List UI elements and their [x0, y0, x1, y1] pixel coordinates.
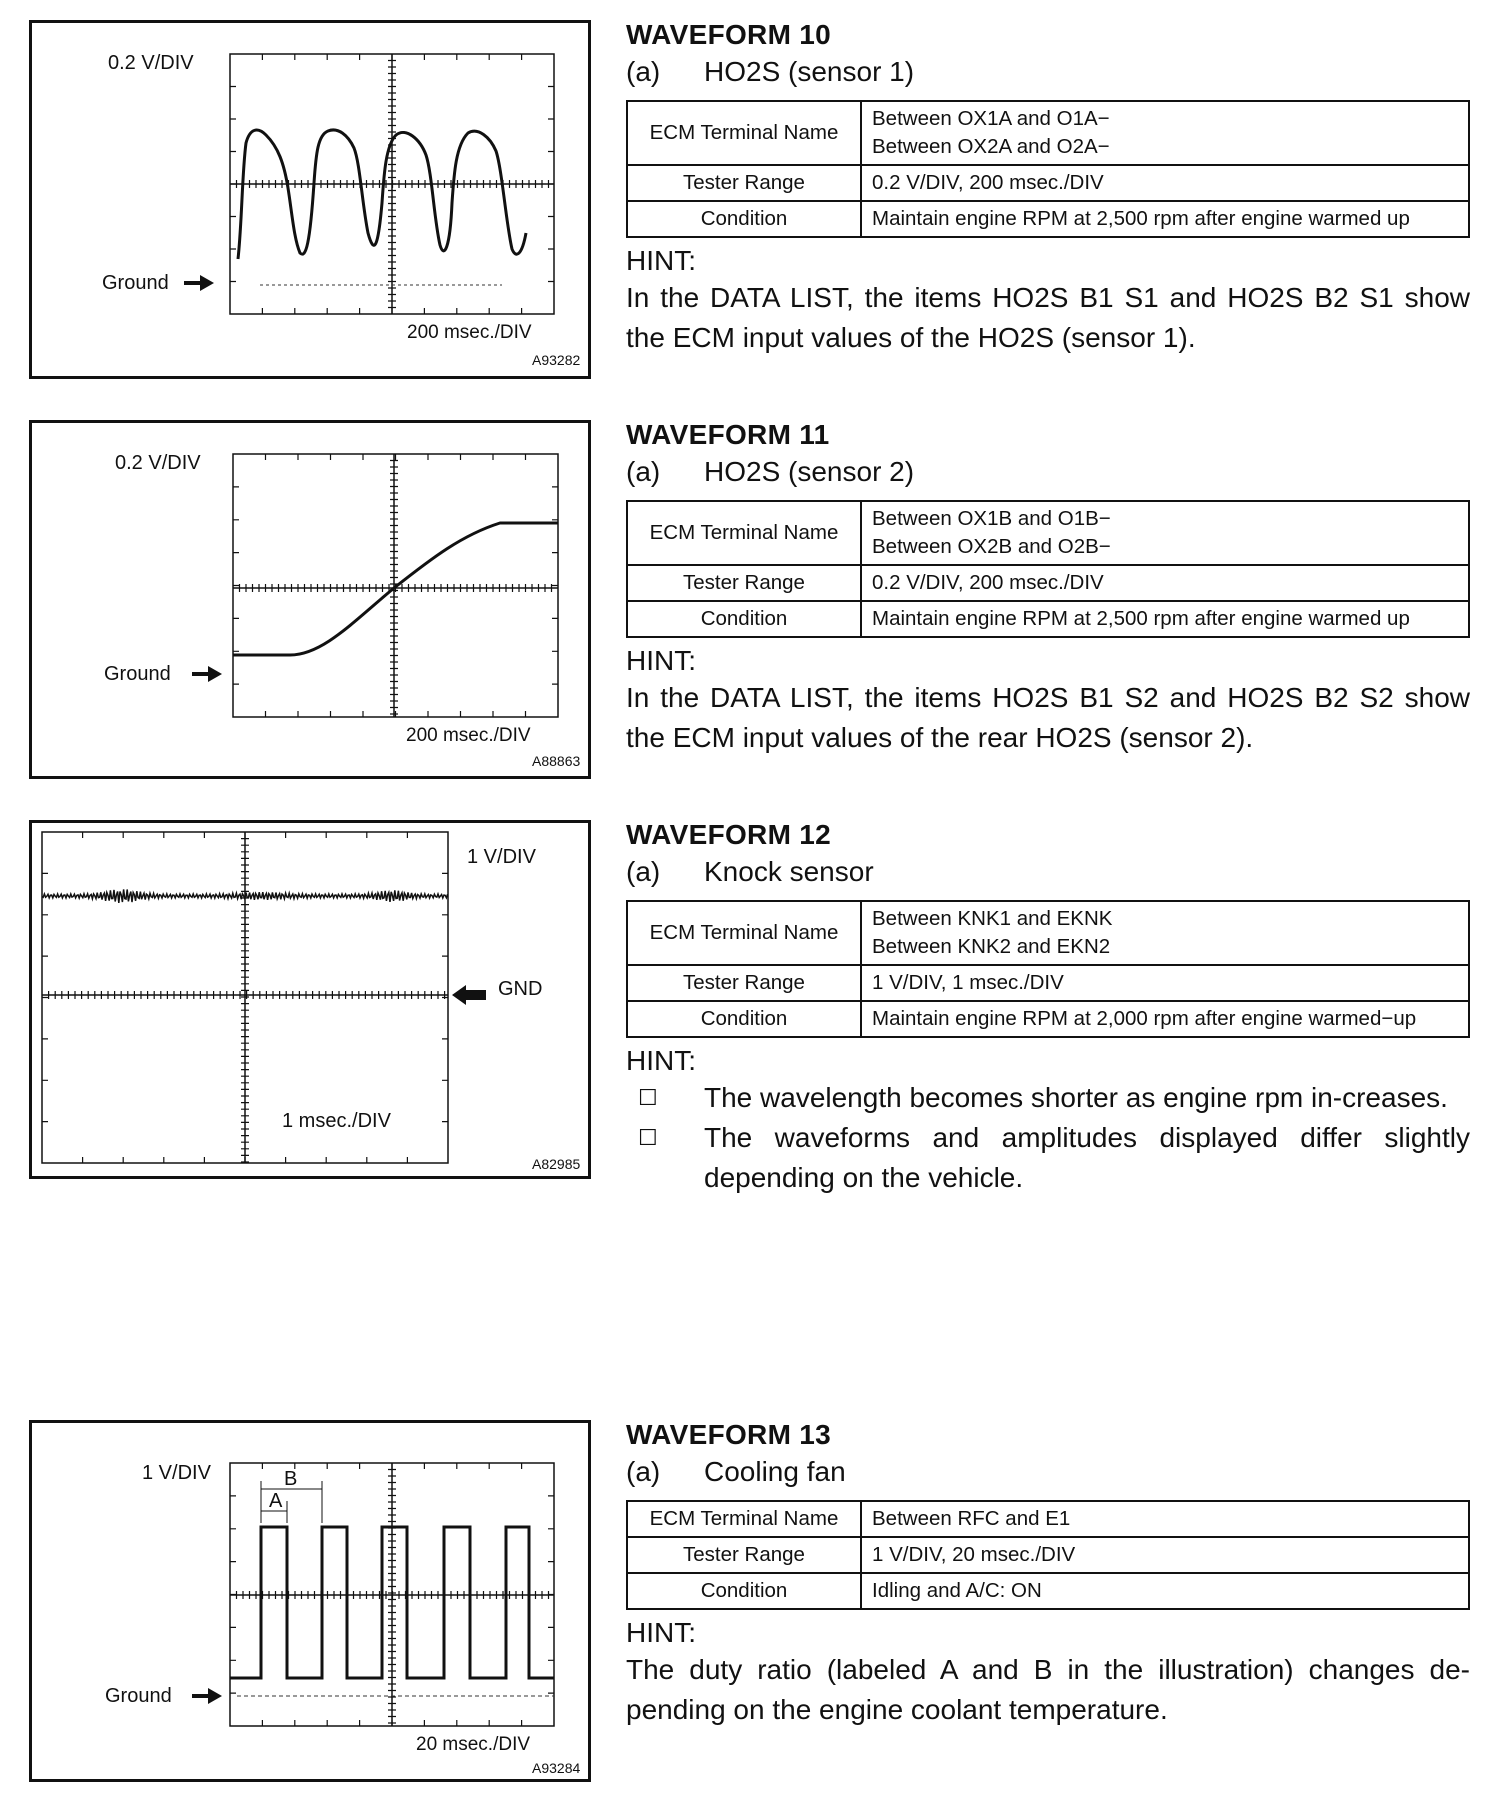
terminal-key: ECM Terminal Name — [627, 1501, 861, 1537]
section-title: WAVEFORM 12 — [626, 819, 832, 850]
ground-label: Ground — [102, 272, 169, 294]
waveform-13-section — [626, 1418, 1470, 1730]
terminal-key: ECM Terminal Name — [627, 901, 861, 965]
condition-key: Condition — [627, 201, 861, 237]
waveform-10-figure — [29, 20, 591, 379]
waveform-11-section — [626, 418, 1470, 758]
vdiv-label: 0.2 V/DIV — [108, 52, 194, 74]
ground-label: Ground — [105, 1685, 172, 1707]
waveform-12-figure — [29, 820, 591, 1179]
range-value: 1 V/DIV, 1 msec./DIV — [861, 965, 1469, 1001]
spec-table — [626, 900, 1470, 1038]
vdiv-label: 1 V/DIV — [467, 846, 536, 868]
hint-bullet: ☐ The waveforms and amplitudes displayed differ slightly depending on the vehicle. — [626, 1118, 1470, 1198]
terminal-value: Between OX1A and O1A− Between OX2A and O2A− — [861, 101, 1469, 165]
ground-arrow-icon — [192, 1688, 222, 1704]
condition-key: Condition — [627, 1573, 861, 1609]
ground-arrow-icon — [192, 666, 222, 682]
condition-value: Maintain engine RPM at 2,500 rpm after engine warmed up — [861, 201, 1469, 237]
time-div-label: 20 msec./DIV — [416, 1734, 531, 1755]
gnd-label: GND — [498, 978, 543, 1000]
condition-key: Condition — [627, 1001, 861, 1037]
section-subtitle: (a) Cooling fan — [626, 1456, 846, 1487]
range-key: Tester Range — [627, 965, 861, 1001]
waveform-10-scope — [32, 23, 588, 376]
figure-code: A88863 — [532, 753, 581, 769]
section-subtitle: (a) HO2S (sensor 2) — [626, 456, 915, 487]
range-value: 1 V/DIV, 20 msec./DIV — [861, 1537, 1469, 1573]
waveform-12-section — [626, 818, 1470, 1198]
vdiv-label: 1 V/DIV — [142, 1462, 211, 1484]
figure-code: A93282 — [532, 352, 581, 368]
range-key: Tester Range — [627, 1537, 861, 1573]
terminal-value: Between OX1B and O1B− Between OX2B and O2B− — [861, 501, 1469, 565]
section-title: WAVEFORM 13 — [626, 1419, 832, 1450]
condition-key: Condition — [627, 601, 861, 637]
waveform-13-scope — [32, 1423, 588, 1779]
terminal-value: Between RFC and E1 — [861, 1501, 1469, 1537]
hint-label: HINT: — [626, 645, 696, 676]
duty-label-a: A — [269, 1490, 283, 1512]
waveform-11-scope — [32, 423, 588, 776]
waveform-12-scope — [32, 823, 588, 1176]
spec-table — [626, 500, 1470, 638]
hint-label: HINT: — [626, 1045, 696, 1076]
vdiv-label: 0.2 V/DIV — [115, 452, 201, 474]
spec-table — [626, 100, 1470, 238]
range-value: 0.2 V/DIV, 200 msec./DIV — [861, 565, 1469, 601]
condition-value: Maintain engine RPM at 2,500 rpm after engine warmed up — [861, 601, 1469, 637]
terminal-key: ECM Terminal Name — [627, 501, 861, 565]
spec-table — [626, 1500, 1470, 1610]
hint-bullet: ☐ The wavelength becomes shorter as engine rpm in-creases. — [626, 1078, 1470, 1118]
time-div-label: 1 msec./DIV — [282, 1110, 391, 1132]
condition-value: Maintain engine RPM at 2,000 rpm after engine warmed−up — [861, 1001, 1469, 1037]
waveform-10-section — [626, 18, 1470, 358]
terminal-key: ECM Terminal Name — [627, 101, 861, 165]
figure-code: A93284 — [532, 1760, 581, 1776]
waveform-11-figure — [29, 420, 591, 779]
hint-label: HINT: — [626, 1617, 696, 1648]
time-div-label: 200 msec./DIV — [406, 725, 531, 746]
figure-code: A82985 — [532, 1156, 581, 1172]
checkbox-icon: ☐ — [638, 1085, 658, 1110]
terminal-value: Between KNK1 and EKNK Between KNK2 and EKN2 — [861, 901, 1469, 965]
condition-value: Idling and A/C: ON — [861, 1573, 1469, 1609]
ground-arrow-icon — [184, 275, 214, 291]
hint-text: In the DATA LIST, the items HO2S B1 S1 and HO2S B2 S1 show the ECM input values of the HO2S (sensor 1). — [626, 282, 1470, 353]
gnd-arrow-icon — [452, 985, 486, 1005]
hint-text: The duty ratio (labeled A and B in the illustration) changes de-pending on the engine coolant temperature. — [626, 1654, 1470, 1725]
range-value: 0.2 V/DIV, 200 msec./DIV — [861, 165, 1469, 201]
ground-label: Ground — [104, 663, 171, 685]
section-title: WAVEFORM 11 — [626, 419, 830, 450]
waveform-13-figure — [29, 1420, 591, 1782]
section-title: WAVEFORM 10 — [626, 19, 832, 50]
hint-text: In the DATA LIST, the items HO2S B1 S2 and HO2S B2 S2 show the ECM input values of the rear HO2S (sensor 2). — [626, 682, 1470, 753]
hint-label: HINT: — [626, 245, 696, 276]
section-subtitle: (a) Knock sensor — [626, 856, 874, 887]
section-subtitle: (a) HO2S (sensor 1) — [626, 56, 915, 87]
duty-label-b: B — [284, 1468, 298, 1490]
checkbox-icon: ☐ — [638, 1125, 658, 1150]
range-key: Tester Range — [627, 565, 861, 601]
ho2s-sensor1-waveform — [238, 130, 526, 259]
range-key: Tester Range — [627, 165, 861, 201]
time-div-label: 200 msec./DIV — [407, 322, 532, 343]
